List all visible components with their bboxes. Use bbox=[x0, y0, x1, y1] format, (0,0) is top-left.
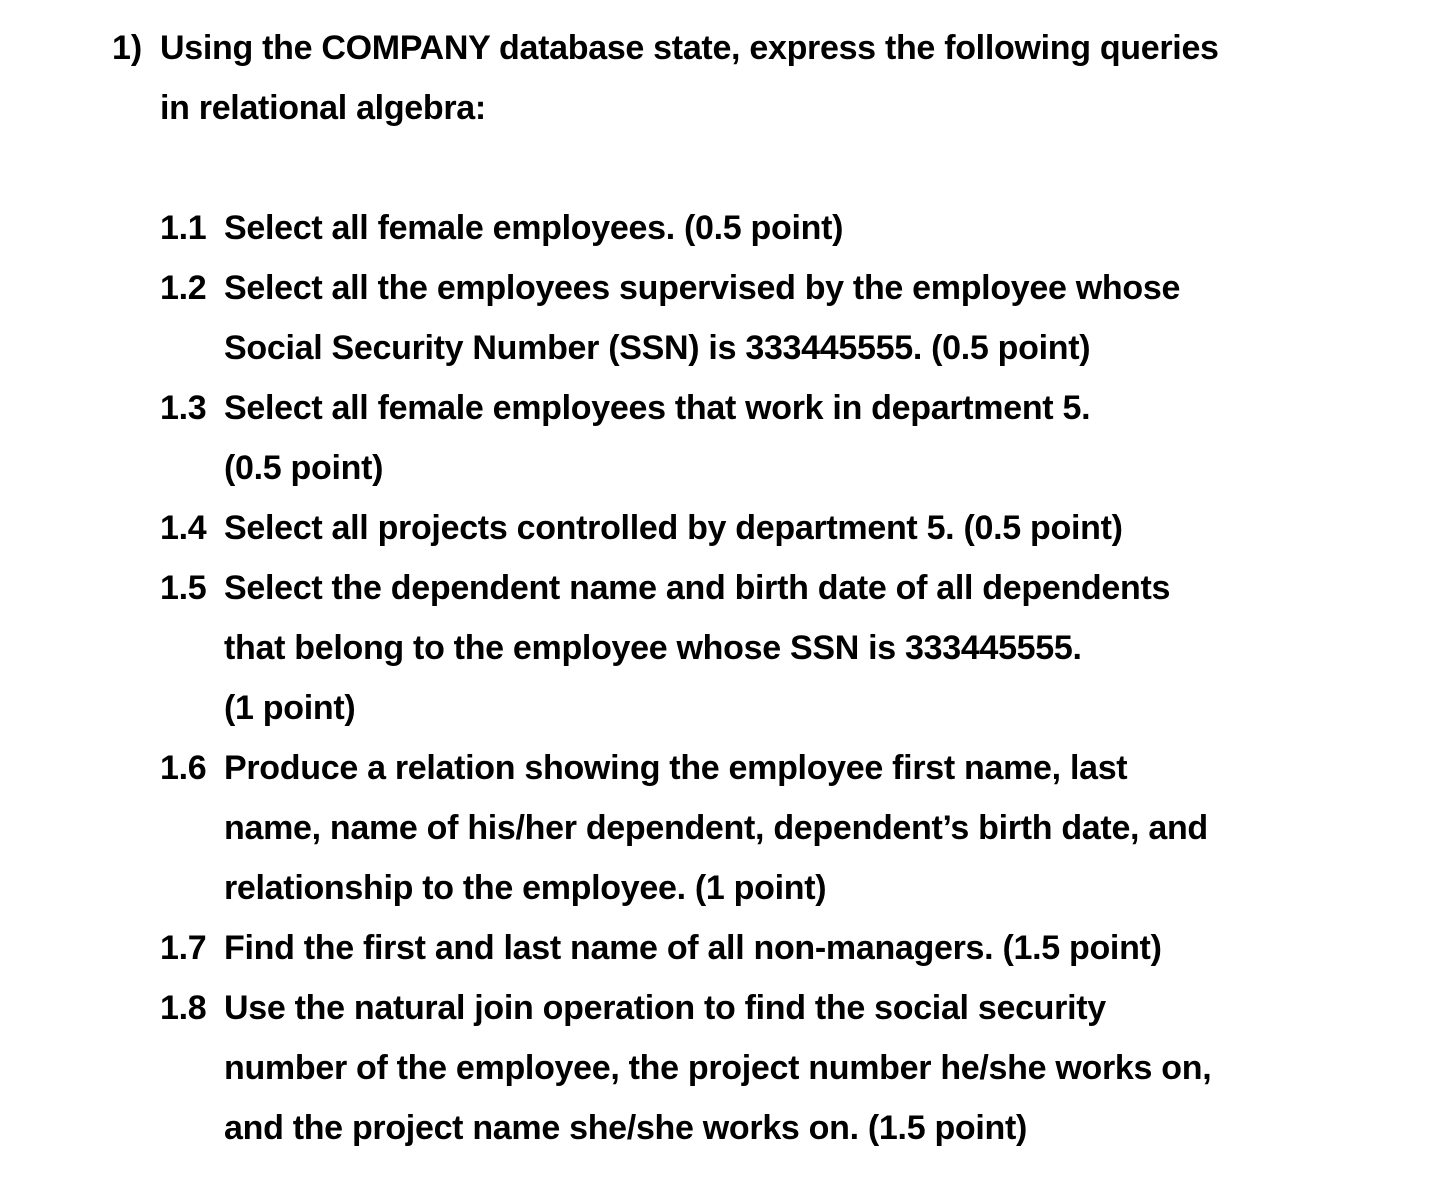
item-text: Select all female employees. (0.5 point) bbox=[224, 209, 844, 247]
item-text: Select all female employees that work in department 5. bbox=[224, 389, 1091, 427]
item-1-4 bbox=[160, 508, 1123, 548]
item-text: Select the dependent name and birth date of all dependents bbox=[224, 569, 1171, 607]
item-1-5-continuation-1: that belong to the employee whose SSN is 333445555. bbox=[224, 629, 1082, 667]
item-1-8 bbox=[160, 988, 1106, 1028]
item-number: 1.4 bbox=[160, 509, 207, 547]
item-text: Select all the employees supervised by the employee whose bbox=[224, 269, 1181, 307]
item-number: 1.1 bbox=[160, 209, 207, 247]
item-1-2-continuation: Social Security Number (SSN) is 333445555. (0.5 point) bbox=[224, 329, 1091, 367]
item-1-6-continuation-2: relationship to the employee. (1 point) bbox=[224, 869, 827, 907]
item-1-5-continuation-2: (1 point) bbox=[224, 689, 356, 727]
item-1-8-continuation-2: and the project name she/she works on. (1.5 point) bbox=[224, 1109, 1028, 1147]
item-1-8-continuation-1: number of the employee, the project number he/she works on, bbox=[224, 1049, 1212, 1087]
item-1-7 bbox=[160, 928, 1162, 968]
item-1-3-continuation: (0.5 point) bbox=[224, 449, 384, 487]
item-number: 1.3 bbox=[160, 389, 207, 427]
item-1-5 bbox=[160, 568, 1170, 608]
item-1-1 bbox=[160, 208, 843, 248]
item-text: Select all projects controlled by department 5. (0.5 point) bbox=[224, 509, 1123, 547]
item-1-2 bbox=[160, 268, 1180, 308]
item-number: 1.7 bbox=[160, 929, 207, 967]
question-intro-line-2: in relational algebra: bbox=[160, 89, 486, 127]
item-number: 1.2 bbox=[160, 269, 207, 307]
item-text: Produce a relation showing the employee first name, last bbox=[224, 749, 1128, 787]
item-text: Use the natural join operation to find the social security bbox=[224, 989, 1106, 1027]
item-1-3 bbox=[160, 388, 1090, 428]
item-number: 1.5 bbox=[160, 569, 207, 607]
item-number: 1.8 bbox=[160, 989, 207, 1027]
item-text: Find the first and last name of all non-managers. (1.5 point) bbox=[224, 929, 1162, 967]
item-1-6-continuation-1: name, name of his/her dependent, dependent’s birth date, and bbox=[224, 809, 1208, 847]
question-intro-line-1: Using the COMPANY database state, express the following queries bbox=[160, 29, 1219, 67]
item-1-6 bbox=[160, 748, 1127, 788]
item-number: 1.6 bbox=[160, 749, 207, 787]
question-number: 1) bbox=[112, 29, 143, 67]
